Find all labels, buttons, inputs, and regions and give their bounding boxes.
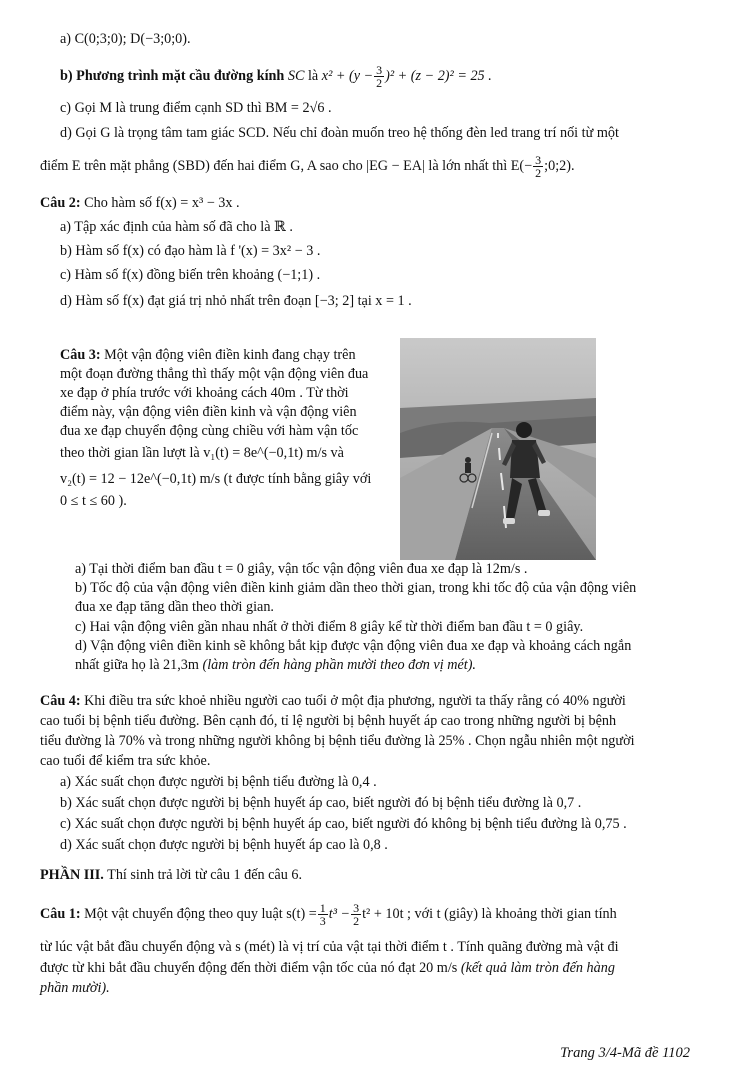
q3-line-5: đua xe đạp chuyển động cùng chiều với hàm vận tốc (60, 423, 359, 439)
q2-item-c: c) Hàm số f(x) đồng biến trên khoảng (−1;1) . (60, 267, 321, 283)
q1-item-b (60, 64, 492, 89)
part3-heading: PHẦN III. Thí sinh trả lời từ câu 1 đến câu 6. (40, 867, 303, 883)
q4-label: Câu 4: (40, 693, 81, 709)
q1-item-c: c) Gọi M là trung điểm cạnh SD thì BM = 2√6 . (60, 100, 332, 116)
q3-line-8: 0 ≤ t ≤ 60 ). (60, 493, 127, 509)
part3-q1-line4: phần mười). (40, 980, 110, 996)
part3-q1-line1: Câu 1: Một vật chuyển động theo quy luật s(t) = $\frac{1}{3}$ t³ − $\frac{3}{2}$ t² + 10t ; với t (giây) là khoảng thời gian tính (40, 901, 617, 928)
q3-line-7: v₂(t) = 12 − 12e^(−0,1t) m/s (t được tính bằng giây với (60, 471, 372, 487)
q3-item-d-line1: d) Vận động viên điền kinh sẽ không bắt kịp được vận động viên đua xe đạp và khoảng cách ngắn (75, 638, 632, 654)
q4-line-3: tiểu đường là 70% và trong những người không bị bệnh tiểu đường là 25% . Chọn ngẫu nhiên một người (40, 733, 635, 749)
q2-item-a: a) Tập xác định của hàm số đã cho là ℝ . (60, 219, 293, 235)
q3-line-2: một đoạn đường thẳng thì thấy một vận động viên đua (60, 366, 369, 382)
q4-item-b: b) Xác suất chọn được người bị bệnh huyết áp cao, biết người đó bị bệnh tiểu đường là 0,7 . (60, 795, 582, 811)
q1-item-d-fraction: $\frac{3}{2}$ (535, 153, 542, 180)
q1-item-b-fraction: $\frac{3}{2}$ (376, 63, 383, 90)
q3-item-b-line1: b) Tốc độ của vận động viên điền kinh giảm dần theo thời gian, trong khi tốc độ của vận động viên (75, 580, 637, 596)
q1-item-b-text: b) Phương trình mặt cầu đường kính (60, 67, 285, 84)
q4-line-2: cao tuổi bị bệnh tiểu đường. Bên cạnh đó, tỉ lệ người bị bệnh huyết áp cao trong những người bị bệnh (40, 713, 617, 729)
part3-q1-fraction-1: $\frac{1}{3}$ (319, 901, 326, 928)
part3-q1-line2: từ lúc vật bắt đầu chuyển động và s (mét) là vị trí của vật tại thời điểm t . Tính quãng đường mà vật đi (40, 939, 619, 955)
q3-item-a: a) Tại thời điểm ban đầu t = 0 giây, vận tốc vận động viên đua xe đạp là 12m/s . (75, 561, 528, 577)
q3-item-b-line2: đua xe đạp tăng dần theo thời gian. (75, 599, 274, 615)
q3-line-1: Câu 3: Một vận động viên điền kinh đang chạy trên (60, 347, 356, 363)
q3-line-3: xe đạp ở phía trước với khoảng cách 40m . Từ thời (60, 385, 349, 401)
part3-q1-line3: được từ khi bắt đầu chuyển động đến thời điểm vận tốc của nó đạt 20 m/s (kết quả làm tròn đến hàng (40, 960, 615, 976)
q3-line-4: điểm này, vận động viên điền kinh và vận động viên (60, 404, 357, 420)
q3-line-6: theo thời gian lần lượt là v₁(t) = 8e^(−0,1t) m/s và (60, 445, 344, 461)
q3-label: Câu 3: (60, 347, 101, 363)
q2-label: Câu 2: (40, 195, 81, 211)
q4-line-1: Câu 4: Khi điều tra sức khoẻ nhiều người cao tuổi ở một địa phương, người ta thấy rằng có 40% người (40, 693, 626, 709)
q2-item-d: d) Hàm số f(x) đạt giá trị nhỏ nhất trên đoạn [−3; 2] tại x = 1 . (60, 293, 412, 309)
q1-item-d-line2: điểm E trên mặt phẳng (SBD) đến hai điểm G, A sao cho |EG − EA| là lớn nhất thì E(− $\frac{3}{2}$ ;0;2). (40, 153, 575, 180)
q4-item-a: a) Xác suất chọn được người bị bệnh tiểu đường là 0,4 . (60, 774, 377, 790)
part3-q1-fraction-2: $\frac{3}{2}$ (353, 901, 360, 928)
q3-item-c: c) Hai vận động viên gần nhau nhất ở thời điểm 8 giây kể từ thời điểm ban đầu t = 0 giây. (75, 619, 584, 635)
q2-item-b: b) Hàm số f(x) có đạo hàm là f '(x) = 3x² − 3 . (60, 243, 321, 259)
q1-item-b-mid: là (307, 67, 319, 84)
q1-item-a: a) C(0;3;0); D(−3;0;0). (60, 31, 191, 47)
q2-stem-text: Cho hàm số f(x) = x³ − 3x . (84, 195, 240, 211)
q3-item-d-line2: nhất giữa họ là 21,3m (làm tròn đến hàng phần mười theo đơn vị mét). (75, 657, 476, 673)
runner-cyclist-illustration (400, 338, 596, 560)
q4-item-c: c) Xác suất chọn được người bị bệnh huyết áp cao, biết người đó không bị bệnh tiểu đường là 0,75 . (60, 816, 627, 832)
q4-line-4: cao tuổi để kiểm tra sức khỏe. (40, 753, 211, 769)
q2-stem (40, 194, 240, 212)
q1-item-b-eq-a: x² + (y − (321, 67, 374, 84)
q4-item-d: d) Xác suất chọn được người bị bệnh huyết áp cao là 0,8 . (60, 837, 388, 853)
runner-cyclist-photo (400, 338, 596, 560)
q1-item-d-line1: d) Gọi G là trọng tâm tam giác SCD. Nếu chỉ đoàn muốn treo hệ thống đèn led trang trí nối từ một (60, 125, 619, 141)
page-footer: Trang 3/4-Mã đề 1102 (560, 1045, 690, 1061)
q1-item-b-eq-b: )² + (z − 2)² = 25 . (385, 67, 492, 84)
q1-item-b-sc: SC (287, 67, 305, 84)
part3-q1-label: Câu 1: (40, 905, 81, 922)
